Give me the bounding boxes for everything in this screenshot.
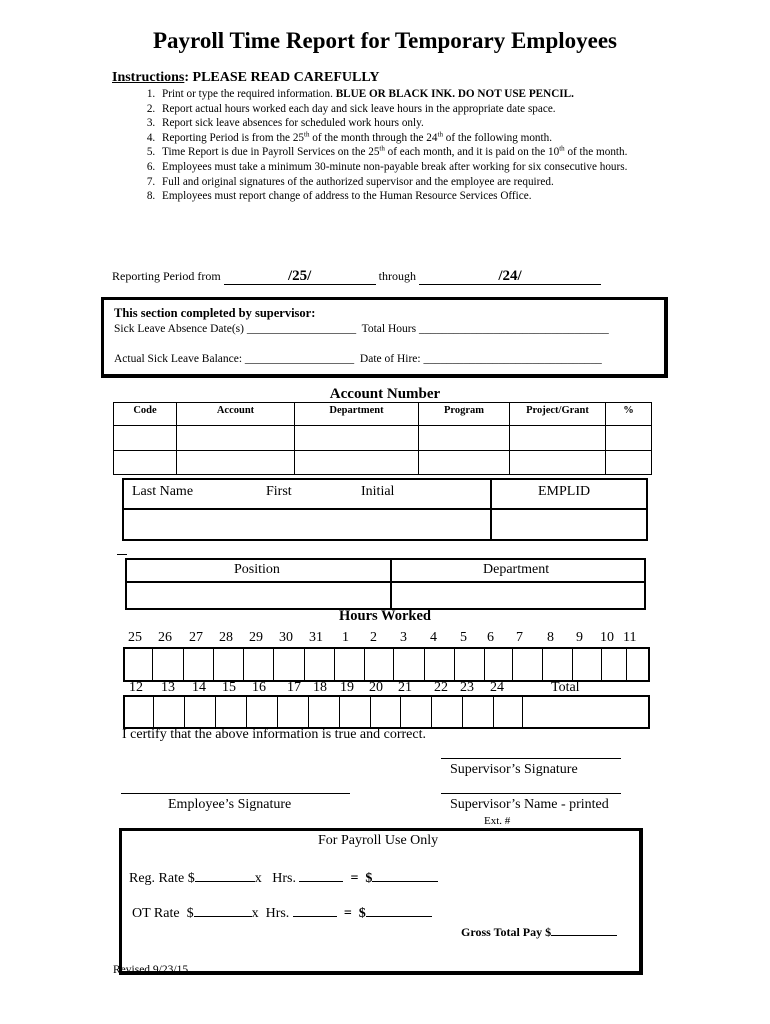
supervisor-section (101, 297, 668, 378)
hour-cell[interactable] (125, 697, 154, 727)
hours-worked-title: Hours Worked (339, 608, 431, 624)
hour-cell[interactable] (278, 697, 309, 727)
ot-amount-field[interactable] (366, 904, 432, 917)
employee-signature-line[interactable] (121, 793, 350, 794)
col-project-grant: Project/Grant (510, 403, 606, 426)
day-label: 28 (219, 630, 233, 645)
day-label: 23 (460, 680, 474, 695)
hour-cell[interactable] (494, 697, 523, 727)
hour-cell[interactable] (340, 697, 371, 727)
emplid-label: EMPLID (538, 484, 591, 499)
day-label: 1 (342, 630, 349, 645)
instruction-item: 1. Print or type the required information. BLUE OR BLACK INK. DO NOT USE PENCIL. (158, 87, 703, 102)
instructions-list (112, 87, 703, 204)
hour-cell[interactable] (153, 649, 183, 680)
hour-cell[interactable] (627, 649, 648, 680)
supervisor-section-title: This section completed by supervisor: (114, 306, 316, 320)
payroll-title: For Payroll Use Only (318, 833, 439, 848)
day-label: 5 (460, 630, 467, 645)
instructions-heading (112, 70, 379, 86)
instruction-item: 5. Time Report is due in Payroll Services on the 25th of each month, and it is paid on the 10th of the month. (158, 145, 703, 160)
supervisor-name-line[interactable] (441, 793, 621, 794)
reporting-period-from-field[interactable]: /25/ (224, 268, 376, 285)
position-field[interactable] (131, 585, 386, 605)
col-department: Department (295, 403, 419, 426)
supervisor-signature-label: Supervisor’s Signature (450, 762, 578, 777)
day-label: 12 (129, 680, 143, 695)
day-label: 3 (400, 630, 407, 645)
reporting-period-through-field[interactable]: /24/ (419, 268, 601, 285)
day-label: 6 (487, 630, 494, 645)
employee-info-box (122, 478, 648, 541)
hours-row-1 (123, 647, 650, 682)
ot-rate-field[interactable] (194, 904, 252, 917)
hour-cell[interactable] (274, 649, 304, 680)
account-table (113, 402, 652, 475)
day-label: 21 (398, 680, 412, 695)
initial-label: Initial (361, 484, 395, 499)
day-label: 26 (158, 630, 172, 645)
col-account: Account (177, 403, 295, 426)
day-label: 18 (313, 680, 327, 695)
hour-cell[interactable] (485, 649, 513, 680)
hour-cell[interactable] (216, 697, 247, 727)
supervisor-signature-line[interactable] (441, 758, 621, 759)
hour-cell[interactable] (244, 649, 274, 680)
reg-hours-field[interactable] (299, 869, 343, 882)
day-label: 9 (576, 630, 583, 645)
sick-leave-balance-row[interactable]: Actual Sick Leave Balance: ___________________ Date of Hire: _______________________________ (114, 353, 602, 365)
account-row[interactable] (114, 451, 652, 475)
reg-rate-row: Reg. Rate $ x Hrs. = $ (129, 869, 438, 887)
hour-cell[interactable] (432, 697, 463, 727)
hour-cell[interactable] (309, 697, 340, 727)
day-label: 2 (370, 630, 377, 645)
gross-total-field[interactable] (551, 923, 617, 936)
day-label: 4 (430, 630, 437, 645)
day-label: 16 (252, 680, 266, 695)
ext-label: Ext. # (484, 815, 511, 827)
hour-cell[interactable] (394, 649, 424, 680)
hour-cell[interactable] (573, 649, 602, 680)
reporting-period-from-label: Reporting Period from (112, 269, 221, 283)
instruction-item: 6. Employees must take a minimum 30-minute non-payable break after working for six consecutive hours. (158, 160, 703, 175)
revision-date: Revised 9/23/15 (113, 964, 189, 976)
department-label: Department (483, 562, 550, 577)
hour-cell[interactable] (543, 649, 573, 680)
instruction-item: 2. Report actual hours worked each day and sick leave hours in the appropriate date space. (158, 102, 703, 117)
hour-cell[interactable] (335, 649, 365, 680)
day-label: 29 (249, 630, 263, 645)
name-field[interactable] (128, 511, 486, 535)
day-label: 24 (490, 680, 504, 695)
reporting-period-through-label: through (378, 269, 416, 283)
position-label: Position (234, 562, 280, 577)
hour-cell[interactable] (247, 697, 278, 727)
hour-cell[interactable] (425, 649, 455, 680)
day-label: 27 (189, 630, 203, 645)
day-label: 25 (128, 630, 142, 645)
instruction-item: 4. Reporting Period is from the 25th of the month through the 24th of the following month. (158, 131, 703, 146)
total-label: Total (551, 680, 580, 695)
department-field[interactable] (395, 585, 640, 605)
col-percent: % (606, 403, 652, 426)
supervisor-name-label: Supervisor’s Name - printed (450, 797, 609, 812)
account-row[interactable] (114, 426, 652, 451)
last-name-label: Last Name (132, 484, 194, 499)
payroll-use-box (119, 828, 643, 975)
hour-cell[interactable] (305, 649, 335, 680)
first-name-label: First (266, 484, 292, 499)
ot-hours-field[interactable] (293, 904, 337, 917)
day-label: 15 (222, 680, 236, 695)
day-label: 7 (516, 630, 523, 645)
day-label: 30 (279, 630, 293, 645)
certify-statement: I certify that the above information is true and correct. (122, 727, 426, 742)
form-title: Payroll Time Report for Temporary Employees (152, 28, 617, 53)
day-label: 14 (192, 680, 206, 695)
reg-amount-field[interactable] (372, 869, 438, 882)
day-label: 19 (340, 680, 354, 695)
instruction-item: 3. Report sick leave absences for scheduled work hours only. (158, 116, 703, 131)
account-number-title: Account Number (329, 386, 441, 402)
col-code: Code (114, 403, 177, 426)
hour-cell[interactable] (154, 697, 185, 727)
day-label: 13 (161, 680, 175, 695)
hour-cell[interactable] (184, 649, 214, 680)
account-header-row (114, 403, 652, 426)
day-label: 20 (369, 680, 383, 695)
col-program: Program (419, 403, 510, 426)
day-label: 22 (434, 680, 448, 695)
day-label: 31 (309, 630, 323, 645)
hour-cell[interactable] (455, 649, 485, 680)
hour-cell[interactable] (371, 697, 401, 727)
day-label: 11 (623, 630, 637, 645)
instruction-item: 8. Employees must report change of address to the Human Resource Services Office. (158, 189, 703, 204)
emplid-field[interactable] (496, 511, 642, 535)
hour-cell[interactable] (214, 649, 244, 680)
total-hours-cell[interactable] (523, 697, 648, 727)
hour-cell[interactable] (401, 697, 432, 727)
employee-signature-label: Employee’s Signature (168, 797, 292, 812)
day-label: 17 (287, 680, 301, 695)
hour-cell[interactable] (365, 649, 394, 680)
reg-rate-field[interactable] (195, 869, 255, 882)
hour-cell[interactable] (602, 649, 626, 680)
hour-cell[interactable] (125, 649, 153, 680)
day-label: 8 (547, 630, 554, 645)
instructions-suffix: : PLEASE READ CAREFULLY (184, 70, 380, 85)
gross-total-row: Gross Total Pay $ (461, 923, 617, 940)
hour-cell[interactable] (463, 697, 494, 727)
sick-leave-dates-row[interactable]: Sick Leave Absence Date(s) ___________________ Total Hours _________________________________ (114, 323, 609, 335)
day-label: 10 (600, 630, 614, 645)
ot-rate-row: OT Rate $ x Hrs. = $ (132, 904, 432, 922)
hours-row-2 (123, 695, 650, 729)
instruction-item: 7. Full and original signatures of the authorized supervisor and the employee are required. (158, 175, 703, 190)
hour-cell[interactable] (513, 649, 542, 680)
reporting-period (112, 268, 601, 285)
instructions-label: Instructions (112, 70, 185, 85)
position-department-box (125, 558, 646, 610)
hour-cell[interactable] (185, 697, 216, 727)
